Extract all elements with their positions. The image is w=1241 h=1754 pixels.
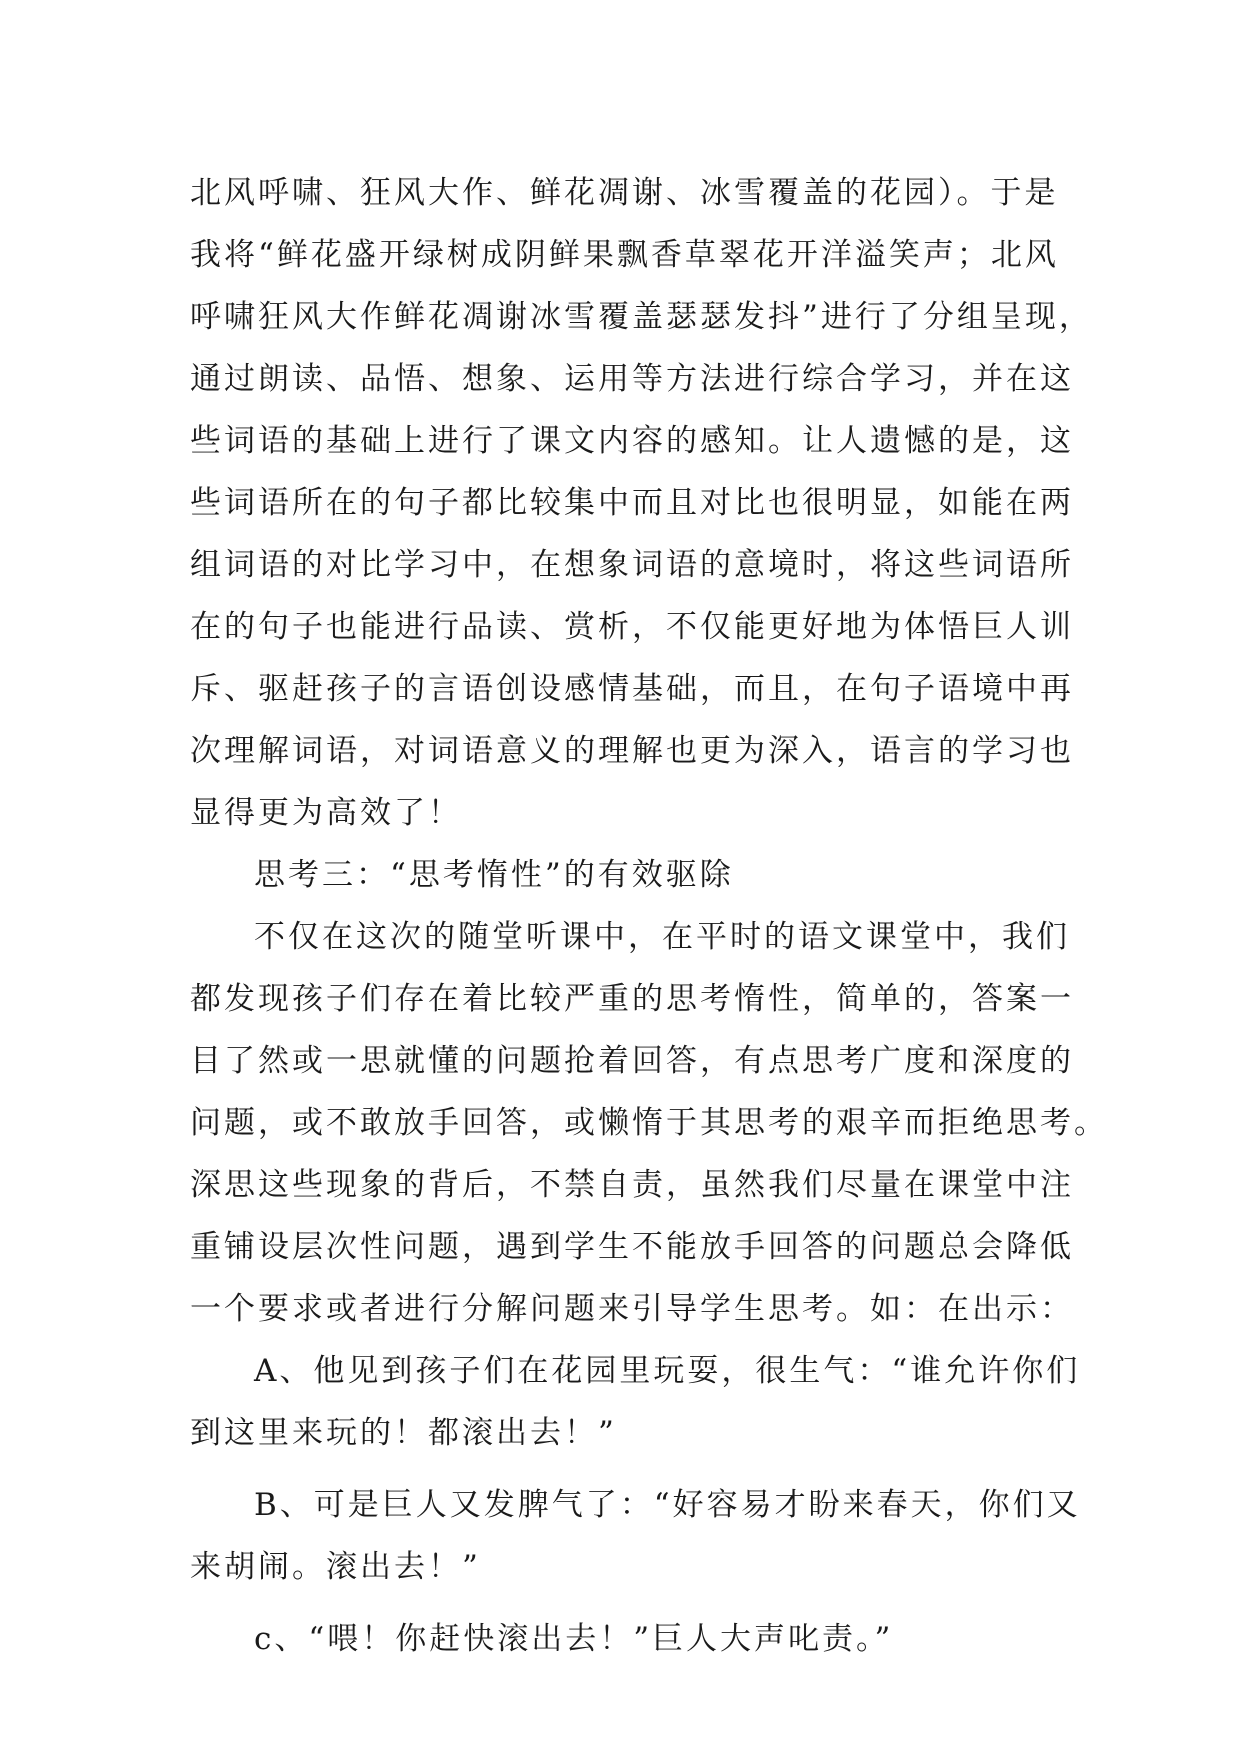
text-line: 重铺设层次性问题，遇到学生不能放手回答的问题总会降低: [190, 1229, 1074, 1265]
text-line: 些词语的基础上进行了课文内容的感知。让人遗憾的是，这: [190, 423, 1074, 459]
text-line: 都发现孩子们存在着比较严重的思考惰性，简单的，答案一: [190, 981, 1074, 1017]
text-line: 我将“鲜花盛开绿树成阴鲜果飘香草翠花开洋溢笑声；北风: [190, 237, 1059, 273]
text-line: 次理解词语，对词语意义的理解也更为深入，语言的学习也: [190, 733, 1074, 769]
document-body: [190, 162, 1108, 1670]
section-heading: 思考三：“思考惰性”的有效驱除: [254, 857, 734, 893]
text-line: 斥、驱赶孩子的言语创设感情基础，而且，在句子语境中再: [190, 671, 1074, 707]
text-line: 目了然或一思就懂的问题抢着回答，有点思考广度和深度的: [190, 1043, 1074, 1079]
text-line: 显得更为高效了！: [190, 795, 462, 831]
text-line: 一个要求或者进行分解问题来引导学生思考。如：在出示：: [190, 1291, 1074, 1327]
example-a-continuation: 到这里来玩的！都滚出去！”: [190, 1415, 617, 1451]
text-line: 问题，或不敢放手回答，或懒惰于其思考的艰辛而拒绝思考。: [190, 1105, 1108, 1141]
text-line: 深思这些现象的背后，不禁自责，虽然我们尽量在课堂中注: [190, 1167, 1074, 1203]
example-b-line: B、可是巨人又发脾气了：“好容易才盼来春天，你们又: [254, 1487, 1081, 1523]
text-line: 北风呼啸、狂风大作、鲜花凋谢、冰雪覆盖的花园）。于是: [190, 175, 1059, 211]
paragraph-first-line: 不仅在这次的随堂听课中，在平时的语文课堂中，我们: [254, 919, 1070, 955]
example-c-line: c、“喂！你赶快滚出去！”巨人大声叱责。”: [254, 1621, 894, 1657]
example-a-line: A、他见到孩子们在花园里玩耍，很生气：“谁允许你们: [254, 1353, 1081, 1389]
text-line: 组词语的对比学习中，在想象词语的意境时，将这些词语所: [190, 547, 1074, 583]
text-line: 些词语所在的句子都比较集中而且对比也很明显，如能在两: [190, 485, 1074, 521]
text-line: 在的句子也能进行品读、赏析，不仅能更好地为体悟巨人训: [190, 609, 1074, 645]
text-line: 呼啸狂风大作鲜花凋谢冰雪覆盖瑟瑟发抖”进行了分组呈现，: [190, 299, 1093, 335]
text-line: 通过朗读、品悟、想象、运用等方法进行综合学习，并在这: [190, 361, 1074, 397]
example-b-continuation: 来胡闹。滚出去！”: [190, 1549, 481, 1585]
